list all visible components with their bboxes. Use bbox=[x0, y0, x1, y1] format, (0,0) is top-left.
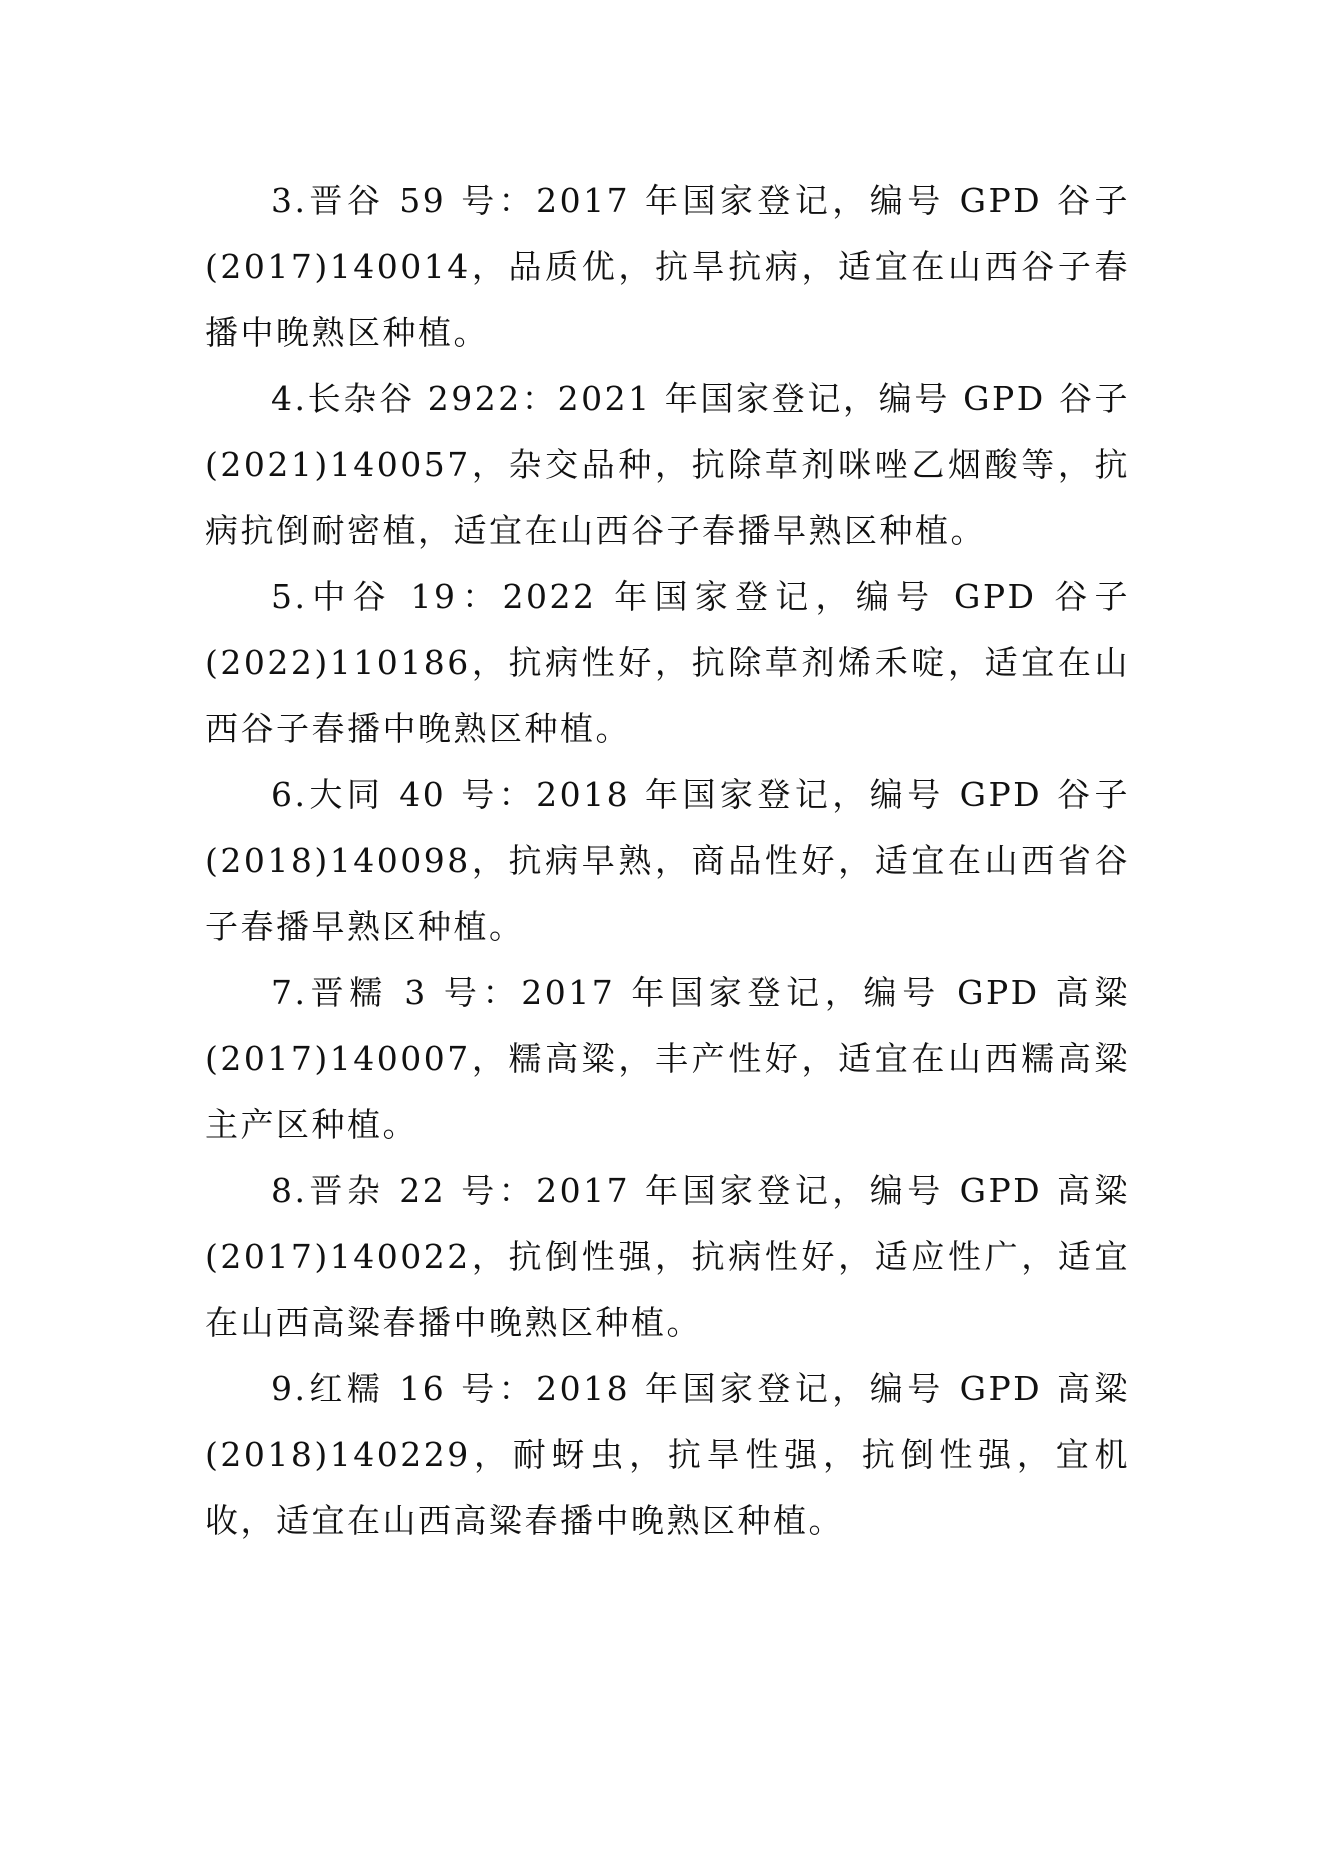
paragraph-variety-4: 4.长杂谷 2922：2021 年国家登记，编号 GPD 谷子(2021)140057，杂交品种，抗除草剂咪唑乙烟酸等，抗病抗倒耐密植，适宜在山西谷子春播早熟区种植。 bbox=[205, 379, 1130, 550]
paragraph-variety-5: 5.中谷 19：2022 年国家登记，编号 GPD 谷子(2022)110186，抗病性好，抗除草剂烯禾啶，适宜在山西谷子春播中晚熟区种植。 bbox=[205, 577, 1130, 748]
paragraph-variety-6: 6.大同 40 号：2018 年国家登记，编号 GPD 谷子(2018)140098，抗病早熟，商品性好，适宜在山西省谷子春播早熟区种植。 bbox=[205, 775, 1130, 946]
paragraph-variety-7: 7.晋糯 3 号：2017 年国家登记，编号 GPD 高粱(2017)140007，糯高粱，丰产性好，适宜在山西糯高粱主产区种植。 bbox=[205, 973, 1130, 1144]
paragraph-variety-3: 3.晋谷 59 号：2017 年国家登记，编号 GPD 谷子(2017)140014，品质优，抗旱抗病，适宜在山西谷子春播中晚熟区种植。 bbox=[205, 181, 1130, 352]
document-body bbox=[205, 168, 1130, 1554]
paragraph-variety-8: 8.晋杂 22 号：2017 年国家登记，编号 GPD 高粱(2017)140022，抗倒性强，抗病性好，适应性广，适宜在山西高粱春播中晚熟区种植。 bbox=[205, 1171, 1130, 1342]
paragraph-variety-9: 9.红糯 16 号：2018 年国家登记，编号 GPD 高粱(2018)140229，耐蚜虫，抗旱性强，抗倒性强，宜机收，适宜在山西高粱春播中晚熟区种植。 bbox=[205, 1369, 1130, 1540]
